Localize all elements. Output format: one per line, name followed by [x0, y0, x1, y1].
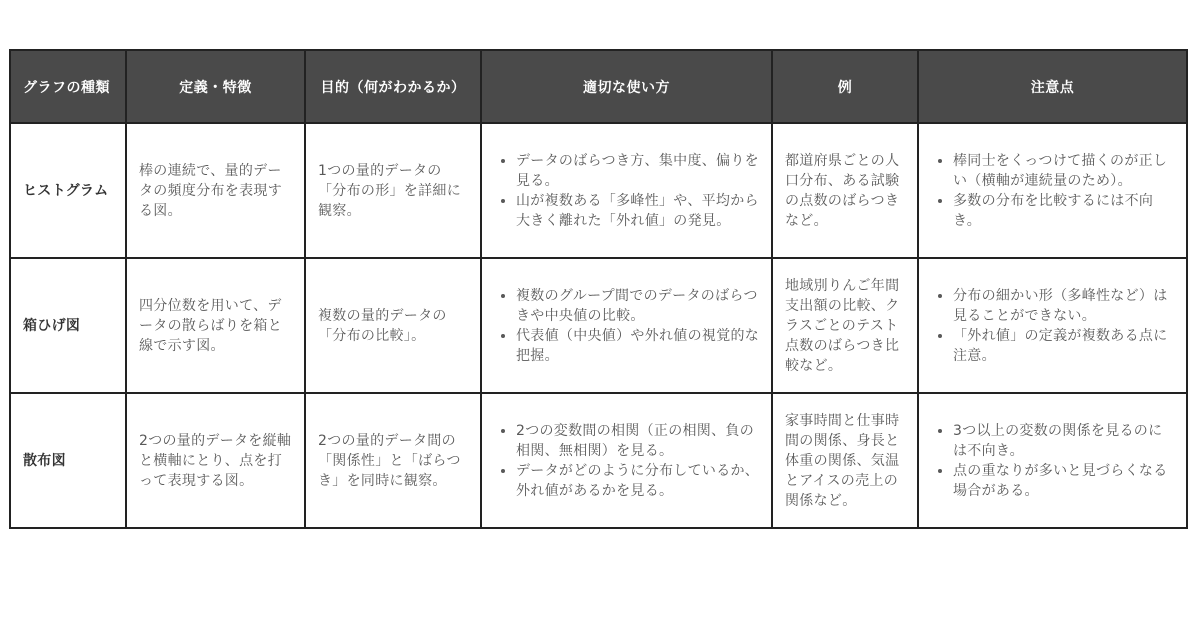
list-item: • 山が複数ある「多峰性」や、平均から大きく離れた「外れ値」の発見。	[516, 191, 761, 231]
header-graph-type: グラフの種類	[10, 50, 126, 123]
cell-example: 地域別りんご年間支出額の比較、クラスごとのテスト点数のばらつき比較など。	[772, 258, 918, 393]
table-row	[10, 393, 1187, 528]
graph-comparison-table	[9, 49, 1188, 529]
usage-list	[494, 421, 761, 501]
cell-definition: 2つの量的データを縦軸と横軸にとり、点を打って表現する図。	[126, 393, 305, 528]
list-item: • 多数の分布を比較するには不向き。	[953, 191, 1176, 231]
table-row	[10, 258, 1187, 393]
cell-definition: 棒の連続で、量的データの頻度分布を表現する図。	[126, 123, 305, 258]
cell-usage	[481, 258, 772, 393]
header-example: 例	[772, 50, 918, 123]
cell-usage	[481, 123, 772, 258]
header-notes: 注意点	[918, 50, 1187, 123]
cell-usage	[481, 393, 772, 528]
list-item: • 「外れ値」の定義が複数ある点に注意。	[953, 326, 1176, 366]
cell-notes	[918, 123, 1187, 258]
cell-example: 家事時間と仕事時間の関係、身長と体重の関係、気温とアイスの売上の関係など。	[772, 393, 918, 528]
cell-purpose: 2つの量的データ間の「関係性」と「ばらつき」を同時に観察。	[305, 393, 481, 528]
list-item: • 代表値（中央値）や外れ値の視覚的な把握。	[516, 326, 761, 366]
cell-type: 散布図	[10, 393, 126, 528]
list-item: • 3つ以上の変数の関係を見るのには不向き。	[953, 421, 1176, 461]
header-usage: 適切な使い方	[481, 50, 772, 123]
list-item: • 2つの変数間の相関（正の相関、負の相関、無相関）を見る。	[516, 421, 761, 461]
header-definition: 定義・特徴	[126, 50, 305, 123]
cell-definition: 四分位数を用いて、データの散らばりを箱と線で示す図。	[126, 258, 305, 393]
list-item: • 複数のグループ間でのデータのばらつきや中央値の比較。	[516, 286, 761, 326]
cell-type: ヒストグラム	[10, 123, 126, 258]
notes-list	[931, 421, 1176, 501]
list-item: • 分布の細かい形（多峰性など）は見ることができない。	[953, 286, 1176, 326]
list-item: • データのばらつき方、集中度、偏りを見る。	[516, 151, 761, 191]
list-item: • データがどのように分布しているか、外れ値があるかを見る。	[516, 461, 761, 501]
list-item: • 棒同士をくっつけて描くのが正しい（横軸が連続量のため）。	[953, 151, 1176, 191]
cell-type: 箱ひげ図	[10, 258, 126, 393]
usage-list	[494, 151, 761, 231]
notes-list	[931, 286, 1176, 366]
cell-notes	[918, 393, 1187, 528]
comparison-table-container	[9, 49, 1187, 529]
table-row	[10, 123, 1187, 258]
list-item: • 点の重なりが多いと見づらくなる場合がある。	[953, 461, 1176, 501]
usage-list	[494, 286, 761, 366]
cell-notes	[918, 258, 1187, 393]
table-header-row	[10, 50, 1187, 123]
cell-example: 都道府県ごとの人口分布、ある試験の点数のばらつきなど。	[772, 123, 918, 258]
header-purpose: 目的（何がわかるか）	[305, 50, 481, 123]
cell-purpose: 1つの量的データの「分布の形」を詳細に観察。	[305, 123, 481, 258]
notes-list	[931, 151, 1176, 231]
cell-purpose: 複数の量的データの「分布の比較」。	[305, 258, 481, 393]
